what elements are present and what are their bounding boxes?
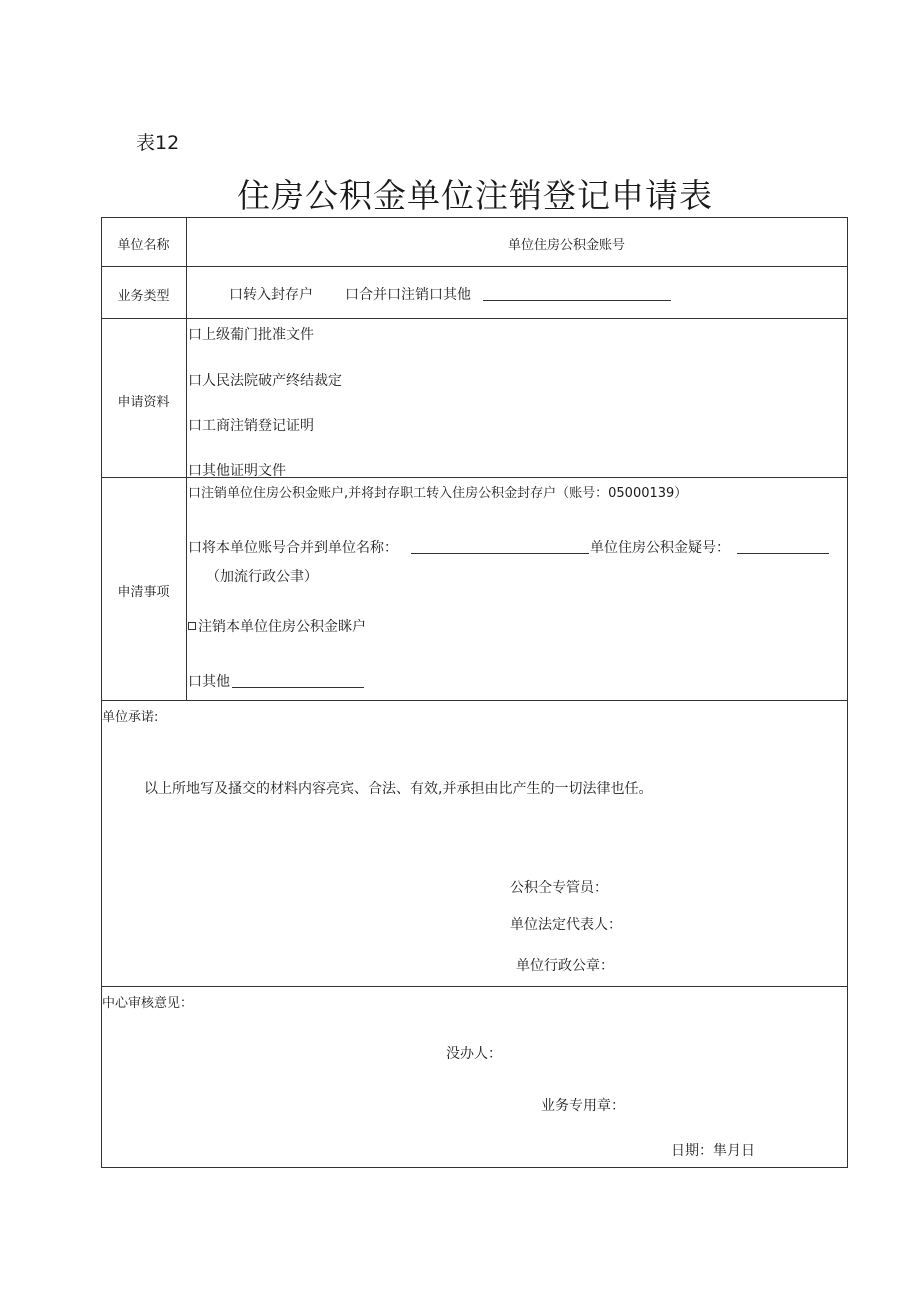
- merge-account-field[interactable]: [737, 539, 829, 558]
- merge-unit-name-field[interactable]: [411, 539, 589, 558]
- page-title: 住房公积金单位注销登记申请表: [237, 176, 713, 215]
- row-divider: [101, 318, 848, 319]
- unit-account-label: 单位住房公积金账号: [508, 238, 626, 253]
- option-merge-cancel-other-checkbox[interactable]: 口合并口注销口其他: [345, 287, 471, 303]
- row-divider: [101, 700, 848, 701]
- matter-cancel-account-checkbox[interactable]: 口注销单位住房公积金账户,并将封存职工转入住房公积金封存户（账号：05000139）: [188, 486, 688, 501]
- material-other-checkbox[interactable]: 口其他证明文件: [188, 463, 286, 479]
- materials-label: 申请资料: [117, 395, 170, 410]
- form-number: 表12: [136, 132, 180, 154]
- row-divider: [101, 986, 848, 987]
- matter-other-checkbox[interactable]: 口其他: [188, 674, 230, 690]
- material-court-checkbox[interactable]: 口人民法院破产终结裁定: [188, 373, 342, 389]
- commitment-label: 单位承诺:: [102, 710, 159, 725]
- material-approval-checkbox[interactable]: 口上级葡门批准文件: [188, 327, 314, 343]
- merge-seal-note: （加流行政公聿）: [206, 569, 318, 585]
- matter-merge-checkbox[interactable]: 口将本单位账号合并到单位名称：: [188, 540, 398, 556]
- material-business-cancel-checkbox[interactable]: 口工商注销登记证明: [188, 418, 314, 434]
- review-label: 中心审核意见：: [102, 996, 194, 1011]
- unit-seal-label: 单位行政公章：: [516, 958, 614, 974]
- commitment-statement: 以上所地写及搔交的材料内容亮宾、合法、有效,并承担由比产生的一切法律也任。: [144, 781, 653, 797]
- option-transfer-checkbox[interactable]: 口转入封存户: [229, 287, 313, 303]
- matters-label: 申清事项: [117, 585, 170, 600]
- row-divider: [101, 266, 848, 267]
- business-type-label: 业务类型: [117, 289, 170, 304]
- matter-other-field[interactable]: [232, 673, 364, 692]
- other-type-field[interactable]: [483, 286, 671, 305]
- manager-signature-label: 公积仝专管员：: [510, 880, 608, 896]
- column-divider: [186, 217, 187, 700]
- matter-cancel-unit-checkbox[interactable]: 注销本单位住房公积金眯户: [188, 616, 366, 636]
- unit-name-label: 单位名称: [117, 238, 170, 253]
- handler-label: 没办人：: [446, 1046, 502, 1062]
- date-label: 日期：隼月日: [671, 1143, 755, 1159]
- form-table: [101, 217, 848, 1168]
- checkbox-icon: [188, 622, 196, 630]
- merge-account-label: 单位住房公积金疑号：: [590, 540, 730, 556]
- business-seal-label: 业务专用章：: [541, 1098, 625, 1114]
- legal-rep-signature-label: 单位法定代表人：: [510, 917, 622, 933]
